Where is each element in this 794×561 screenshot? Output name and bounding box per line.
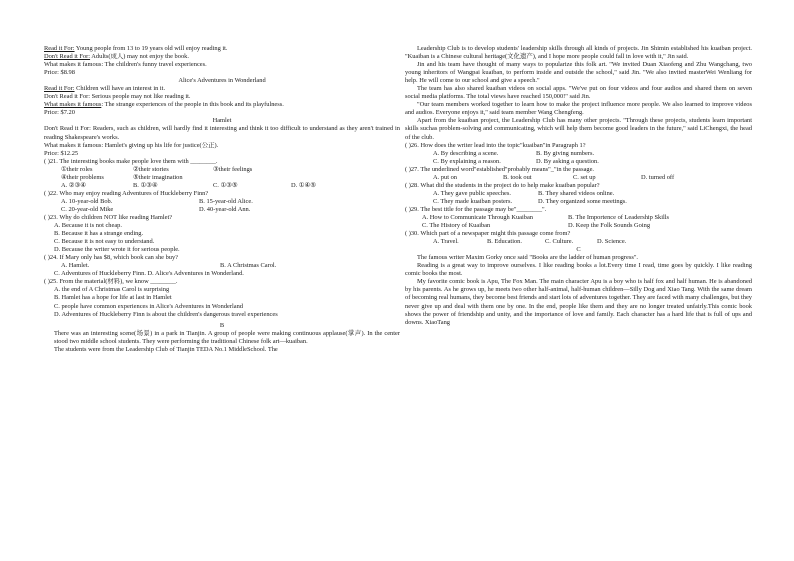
choice-d[interactable]: D. By asking a question. bbox=[536, 157, 599, 165]
choice-b[interactable]: B. They shared videos online. bbox=[538, 189, 615, 197]
choice-d[interactable]: D. Science. bbox=[597, 238, 627, 246]
question-29-row2 bbox=[405, 222, 752, 230]
choice-a[interactable]: A. They gave public speeches. bbox=[433, 189, 511, 197]
choice-b[interactable]: B. Hamlet has a hope for life at last in Hamlet bbox=[54, 294, 172, 302]
book1-dont-read-for: Don't Read it For: Adults(成人) may not enjoy the book. bbox=[44, 53, 189, 61]
choice-b[interactable]: B. A Christmas Carol. bbox=[220, 262, 277, 270]
book3-title: Hamlet bbox=[212, 117, 232, 125]
passage-b-paragraph-4: "Our team members worked together to learn how to make the project influence more people. We also learned to improve videos and audios. Everyone enjoys it," said team member Wang Chengfeng. bbox=[405, 101, 752, 117]
passage-b-paragraph-5: Apart from the kuaiban project, the Leadership Club has many other projects. "Through these projects, students learn important skills suchas problem-solving and communicating, which will help them become good leaders in the future," said LiChengxi, the head of the club. bbox=[405, 117, 752, 141]
question-26-stem: ( )26. How does the writer lead into the topic"kuaiban"in Paragraph 1? bbox=[405, 141, 586, 149]
choice-c[interactable]: C. people have common experiences in Alice's Adventures in Wonderland bbox=[54, 302, 243, 310]
question-28-row2 bbox=[405, 198, 752, 206]
choice-c[interactable]: C. By explaining a reason. bbox=[433, 157, 501, 165]
choice-b[interactable]: B. 15-year-old Alice. bbox=[199, 197, 253, 205]
choice-c[interactable]: C. They made kuaiban posters. bbox=[433, 197, 513, 205]
passage-c-paragraph-2: My favorite comic book is Apu, The Fox Man. The main character Apu is a boy who is half fox and half human. He is abandoned by his parents. As he grows up, he meets two other half-animal, half-human children—Silly Dog and Xiao Tang. With the same dream of becoming real humans, they become best friends and start lots of adventures together. They are faced with many challenges, but they never give up and deal with them one by one. In the end, people like them and they are no longer treated unfairly.This comic book shows the power of friendship and unity, and the importance of love and family. Each character has a hard life that is full of ups and downs. XiaoTang bbox=[405, 278, 752, 326]
choice-d[interactable]: D. Adventures of Huckleberry Finn is about the children's dangerous travel experiences bbox=[54, 310, 278, 318]
question-22-row2 bbox=[44, 206, 400, 214]
choice-d[interactable]: D. They organized some meetings. bbox=[538, 197, 627, 205]
choice-d[interactable]: D. 40-year-old Ann. bbox=[199, 205, 251, 213]
choice-b[interactable]: B. Because it has a strange ending. bbox=[54, 230, 144, 238]
choice-a[interactable]: A. How to Communicate Through Kuaiban bbox=[422, 213, 533, 221]
section-b-paragraph-2: The students were from the Leadership Club of Tianjin TEDA No.1 MiddleSchool. The bbox=[54, 345, 278, 353]
question-22-stem: ( )22. Who may enjoy reading Adventures of Huckleberry Finn? bbox=[44, 189, 209, 197]
question-22-row1 bbox=[44, 198, 400, 206]
choice-c[interactable]: C. ①③⑤ bbox=[213, 181, 238, 189]
passage-b-paragraph-1: Leadership Club is to develop students' leadership skills through all kinds of projects. Jin Shimin established his kuaiban project. "Kuaiban is a Chinese cultural heritage(文化遗产), and I hope more people could fall in love with it," Jin said. bbox=[405, 45, 752, 61]
book2-price: Price: $7.20 bbox=[44, 109, 75, 117]
question-24-stem: ( )24. If Mary only has $8, which book can she buy? bbox=[44, 254, 178, 262]
question-21-items-2: ④their problems ⑤their imagination bbox=[61, 173, 183, 181]
question-25-stem: ( )25. From the material(材料), we know ________. bbox=[44, 278, 178, 286]
choice-b[interactable]: B. took out bbox=[503, 173, 532, 181]
choice-a[interactable]: A. the end of A Christmas Carol is surprising bbox=[54, 286, 170, 294]
read-it-for-label: Read it For: bbox=[44, 45, 75, 52]
choice-d[interactable]: D. ①④⑤ bbox=[291, 181, 316, 189]
question-27-stem: ( )27. The underlined word"established"probably means"_"in the passage. bbox=[405, 165, 595, 173]
question-29-row1 bbox=[405, 214, 752, 222]
choice-b[interactable]: B. ①③④ bbox=[133, 181, 158, 189]
choice-c[interactable]: C. Culture. bbox=[545, 238, 574, 246]
book3-price: Price: $12.25 bbox=[44, 149, 79, 157]
book1-famous: What makes it famous: The children's funny travel experiences. bbox=[44, 61, 207, 69]
passage-c-paragraph-1: Reading is a great way to improve ourselves. I like reading books a lot.Every time I read, time goes by quickly. I like reading comic books the most. bbox=[405, 262, 752, 278]
book3-dont-read-for: Don't Read it For: Readers, such as children, will hardly find it interesting and think it too difficult to understand as they aren't trained in reading Shakespeare's works. bbox=[44, 125, 400, 141]
passage-b-paragraph-3: The team has also shared kuaiban videos on social apps. "We've put on four videos and four audios and shared them on seven social media platforms. The total views have reached 150,000!" said Jin. bbox=[405, 85, 752, 101]
book2-read-for: Read it For: Children will have an interest in it. bbox=[44, 85, 166, 93]
question-23-stem: ( )23. Why do children NOT like reading Hamlet? bbox=[44, 213, 173, 221]
choice-d[interactable]: D. Keep the Folk Sounds Going bbox=[568, 222, 651, 230]
passage-b-paragraph-2: Jin and his team have thought of many ways to popularize this folk art. "We invited Duan Xiaofeng and Zhu Wangchang, two young inheritors of Wangpai kuaiban, to perform inside and outside the school," said Jin. "We also invited masterWei Wenliang for help. He will come to our school and give a speech." bbox=[405, 61, 752, 85]
choice-a[interactable]: A. Travel. bbox=[433, 238, 459, 246]
choice-d[interactable]: D. Because the writer wrote it for serious people. bbox=[54, 246, 180, 254]
question-27-choices bbox=[405, 174, 752, 182]
dont-read-it-for-label: Don't Read it For: bbox=[44, 53, 91, 61]
right-column bbox=[405, 45, 752, 327]
question-28-row1 bbox=[405, 190, 752, 198]
passage-c-quote: The famous writer Maxim Gorky once said "Books are the ladder of human progress". bbox=[417, 254, 639, 262]
question-26-row1 bbox=[405, 150, 752, 158]
book1-read-for: Read it For: Young people from 13 to 19 years old will enjoy reading it. bbox=[44, 45, 228, 52]
choice-c[interactable]: C. Because it is not easy to understand. bbox=[54, 238, 155, 246]
choice-b[interactable]: B. The Importence of Leadership Skills bbox=[568, 213, 670, 221]
question-30-choices bbox=[405, 238, 752, 246]
left-column bbox=[44, 45, 400, 354]
question-21-stem: ( )21. The interesting books make people love them with ________. bbox=[44, 157, 218, 165]
section-b-paragraph-1: There was an interesting scene(场景) in a park in Tianjin. A group of people were making continuous applause(掌声). In the center stood two middle school students. They were performing the traditional Chinese folk art—kuaiban. bbox=[54, 329, 400, 345]
choice-a[interactable]: A. 10-year-old Bob. bbox=[61, 197, 113, 205]
choice-c-d[interactable]: C. Adventures of Huckleberry Finn. D. Alice's Adventures in Wonderland. bbox=[54, 270, 244, 278]
section-b-label: B bbox=[219, 321, 225, 329]
choice-b[interactable]: B. Education. bbox=[487, 238, 522, 246]
question-21-items: ①their roles ②their stories ③their feelings bbox=[61, 165, 253, 173]
question-26-row2 bbox=[405, 158, 752, 166]
book2-dont-read-for: Don't Read it For: Serious people may not like reading it. bbox=[44, 93, 191, 101]
question-21-choices bbox=[44, 182, 400, 190]
book2-title: Alice's Adventures in Wonderland bbox=[178, 77, 266, 85]
book2-famous: What makes it famous: The strange experiences of the people in this book and its playfulness. bbox=[44, 101, 284, 109]
choice-a[interactable]: A. put on bbox=[433, 173, 457, 181]
question-30-stem: ( )30. Which part of a newspaper might this passage come from? bbox=[405, 230, 571, 238]
question-29-stem: ( )29. The best title for the passage may be"________". bbox=[405, 205, 547, 213]
book3-famous: What makes it famous: Hamlet's giving up his life for justice(公正). bbox=[44, 141, 219, 149]
choice-c[interactable]: C. set up bbox=[573, 173, 596, 181]
choice-c[interactable]: C. 20-year-old Mike bbox=[61, 205, 114, 213]
choice-b[interactable]: B. By giving numbers. bbox=[536, 149, 595, 157]
question-28-stem: ( )28. What did the students in the project do to help make kuaiban popular? bbox=[405, 181, 600, 189]
choice-c[interactable]: C. The History of Kuaiban bbox=[422, 222, 491, 230]
choice-a[interactable]: A. ②③④ bbox=[61, 181, 86, 189]
section-c-label: C bbox=[576, 246, 581, 254]
choice-a[interactable]: A. Hamlet. bbox=[61, 262, 90, 270]
choice-d[interactable]: D. turned off bbox=[641, 173, 675, 181]
choice-a[interactable]: A. By describing a scene. bbox=[433, 149, 499, 157]
book1-price: Price: $8.98 bbox=[44, 69, 75, 77]
question-24-row1 bbox=[44, 262, 400, 270]
choice-a[interactable]: A. Because it is not cheap. bbox=[54, 222, 122, 230]
